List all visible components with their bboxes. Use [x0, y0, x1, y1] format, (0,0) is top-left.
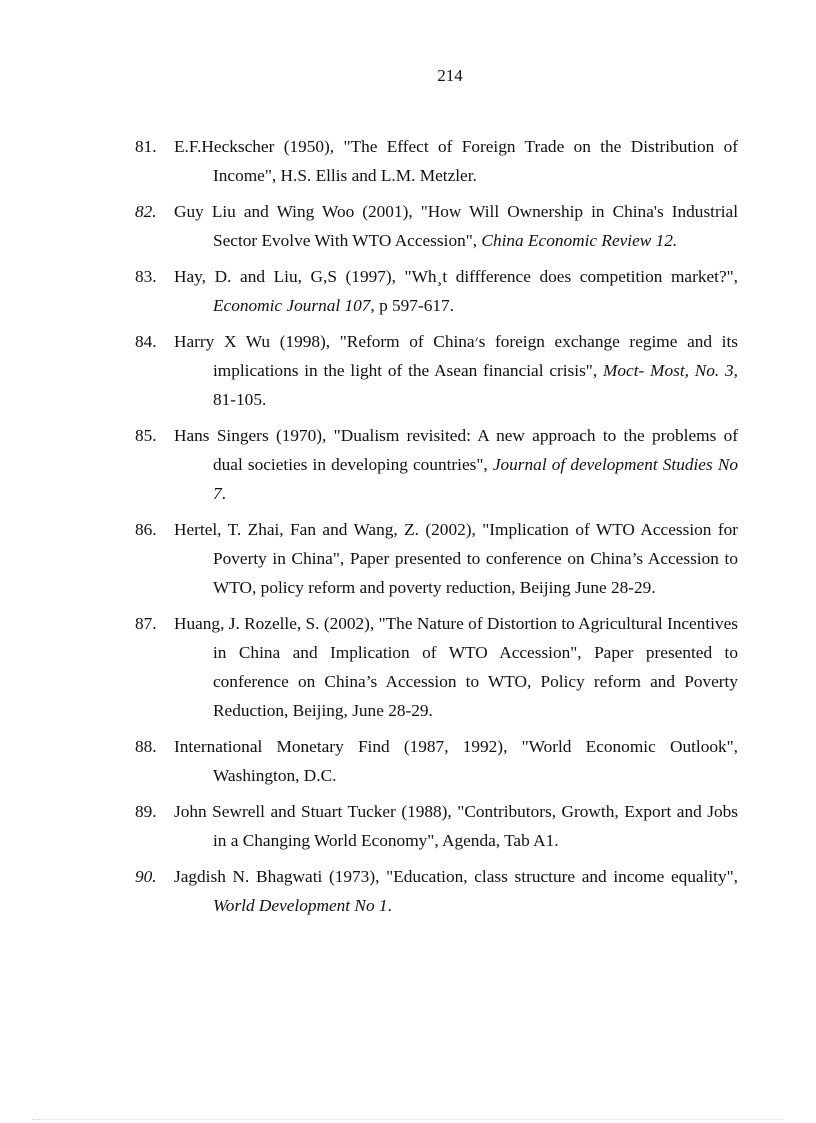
reference-text-segment: . [221, 484, 226, 503]
reference-italic-segment: Journal of development Studies No 7 [213, 455, 738, 503]
reference-text-segment: John Sewrell and Stuart Tucker (1988), "Contributors, Growth, Export and Jobs in a Changing World Economy", Agenda, Tab A1. [174, 802, 738, 850]
reference-item [135, 862, 738, 920]
reference-item [135, 197, 738, 255]
reference-item [135, 262, 738, 320]
reference-text-segment: , p 597-617. [370, 296, 454, 315]
reference-text [174, 327, 739, 414]
reference-text [174, 732, 738, 790]
reference-number: 81. [135, 137, 157, 156]
reference-text [174, 262, 738, 320]
reference-number: 85. [135, 426, 157, 445]
reference-text-segment: Hans Singers (1970), "Dualism revisited: A new approach to the problems of dual societies in developing countries", [174, 426, 738, 474]
reference-number: 82. [135, 202, 157, 221]
reference-text-segment: 81-105. [213, 390, 267, 409]
reference-italic-segment: World Development No 1 [213, 896, 388, 915]
reference-item [135, 515, 738, 602]
reference-text-segment: Jagdish N. Bhagwati (1973), "Education, class structure and income equality", [174, 867, 738, 886]
reference-text [174, 515, 738, 602]
page-bottom-dotted-rule [32, 1119, 784, 1120]
reference-item [135, 327, 738, 414]
reference-text-segment: Guy Liu and Wing Woo (2001), "How Will Ownership in China's Industrial Sector Evolve With WTO Accession", [174, 202, 738, 250]
reference-list [135, 132, 738, 927]
reference-text-segment: Huang, J. Rozelle, S. (2002), "The Nature of Distortion to Agricultural Incentives in China and Implication of WTO Accession", Paper presented to conference on China’s Accession to WTO, Policy reform and Poverty Reduction, Beijing, June 28-29. [174, 614, 738, 720]
reference-italic-segment: China Economic Review 12. [481, 231, 678, 250]
reference-item [135, 797, 738, 855]
reference-text-segment: Hertel, T. Zhai, Fan and Wang, Z. (2002), "Implication of WTO Accession for Poverty in China", Paper presented to conference on China’s Accession to WTO, policy reform and poverty reduction, Beijing June 28-29. [174, 520, 738, 597]
reference-text-segment: Hay, D. and Liu, G,S (1997), "Wh¸t diffference does competition market?", [174, 267, 738, 286]
reference-item [135, 421, 738, 508]
reference-number: 87. [135, 614, 157, 633]
reference-text-segment: International Monetary Find (1987, 1992), "World Economic Outlook", Washington, D.C. [174, 737, 738, 785]
reference-item [135, 732, 738, 790]
reference-italic-segment: Moct- Most, No. 3, [602, 361, 738, 380]
reference-item [135, 609, 738, 725]
reference-text [174, 797, 738, 855]
page-number: 214 [437, 66, 463, 85]
reference-text [174, 421, 738, 508]
reference-text-segment: E.F.Heckscher (1950), "The Effect of Foreign Trade on the Distribution of Income", H.S. Ellis and L.M. Metzler. [174, 137, 738, 185]
reference-text [174, 197, 738, 255]
reference-number: 83. [135, 267, 157, 286]
reference-text [174, 609, 738, 725]
reference-number: 90. [135, 867, 157, 886]
reference-text-segment: . [387, 896, 392, 915]
reference-italic-segment: Economic Journal 107 [213, 296, 371, 315]
reference-number: 84. [135, 332, 157, 351]
reference-number: 88. [135, 737, 157, 756]
reference-text [174, 132, 738, 190]
reference-number: 86. [135, 520, 157, 539]
reference-item [135, 132, 738, 190]
reference-number: 89. [135, 802, 157, 821]
reference-text-segment: Harry X Wu (1998), "Reform of China׳s foreign exchange regime and its implications in the light of the Asean financial crisis", [174, 332, 739, 380]
reference-text [174, 862, 738, 920]
